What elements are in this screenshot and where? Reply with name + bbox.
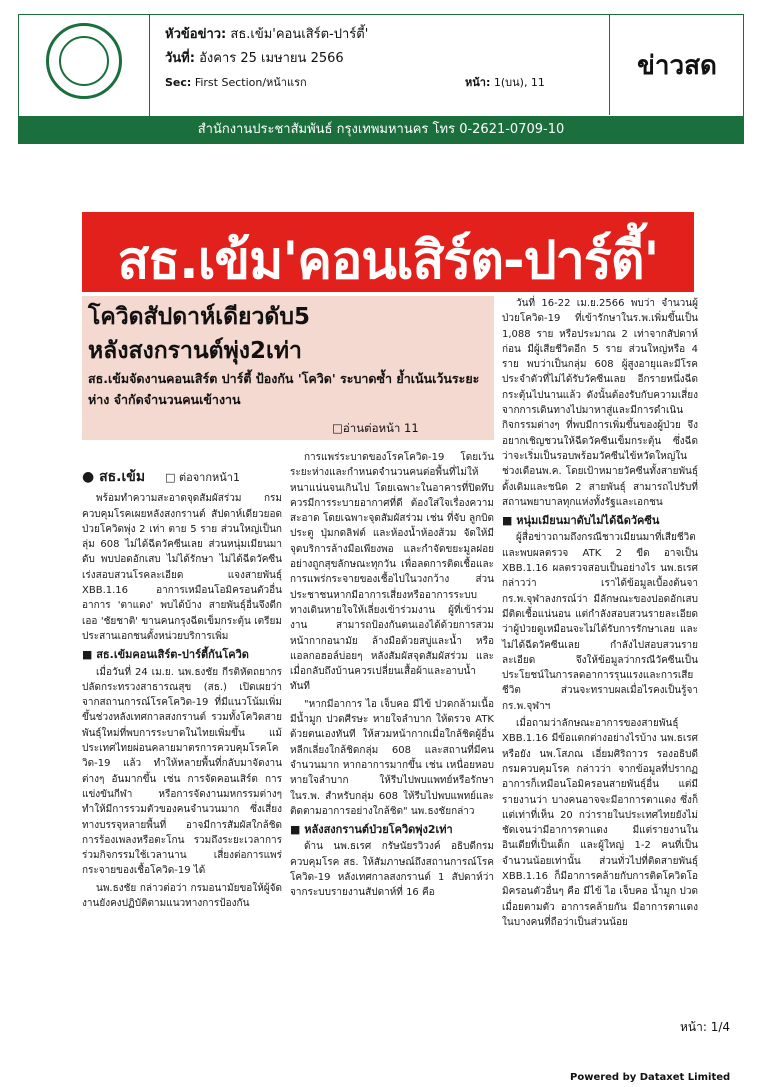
section-heading: ■ หลังสงกรานต์ป่วยโควิดพุ่ง2เท่า [290, 823, 453, 837]
office-bar: สำนักงานประชาสัมพันธ์ กรุงเทพมหานคร โทร 0-2621-0709-10 [18, 116, 744, 144]
paragraph: การแพร่ระบาดของโรคโควิด-19 โดยเว้นระยะห่างและกำหนดจำนวนคนต่อพื้นที่ไม่ให้หนาแน่นจนเกินไป โดยเฉพาะในอาคารที่ปิดทึบ ควรมีการระบายอากาศที่ดี ต้องใส่ใจเรื่องความสะอาด โดยเฉพาะจุดสัมผัสร่วม เช่น ที่จับ ลูกบิดประตู ปุ่มกดลิฟต์ และห้องน้ำห้องส้วม จัดให้มีจุดบริการล้างมือเพียงพอ และกำจัดขยะมูลฝอยอย่างถูกสุขลักษณะทุกวัน เพื่อลดการติดเชื้อและการแพร่กระจายของเชื้อไปในวงกว้าง ส่วนประชาชนหากมีอาการเสี่ยงหรืออาการระบบทางเดินหายใจให้เลี่ยงเข้าร่วมงาน ผู้ที่เข้าร่วมงาน สามารถป้องกันตนเองได้ด้วยการสวมหน้ากากอนามัย ล้างมือด้วยสบู่และน้ำ หรือแอลกอฮอล์บ่อยๆ หลังสัมผัสจุดสัมผัสร่วม และเมื่อกลับถึงบ้านควรเปลี่ยนเสื้อผ้าและอาบน้ำทันที [290, 452, 494, 693]
lead [82, 470, 282, 485]
paragraph: นพ.ธงชัย กล่าวต่อว่า กรมอนามัยขอให้ผู้จัดงานยังคงปฏิบัติตามแนวทางการป้องกัน [82, 882, 282, 910]
section-heading: ■ หนุ่มเมียนมาดับไม่ได้ฉีดวัคซีน [502, 514, 660, 528]
continued-from: □ ต่อจากหน้า1 [165, 471, 240, 484]
subhead [88, 300, 488, 368]
badge-area [609, 15, 744, 115]
section-heading: ■ สธ.เข้มคอนเสิร์ต-ปาร์ตี้กันโควิด [82, 648, 249, 662]
headline-label: หัวข้อข่าว: [165, 27, 227, 42]
headline-banner [82, 212, 694, 292]
paragraph: ผู้สื่อข่าวถามถึงกรณีชาวเมียนมาที่เสียชีวิตและพบผลตรวจ ATK 2 ขีด อาจเป็น XBB.1.16 ผลตรวจสอบเป็นอย่างไร นพ.ธเรศกล่าวว่า เราได้ข้อมูลเบื้องต้นจากร.พ.จุฬาลงกรณ์ว่า มีลักษณะของปอดอักเสบ มีติดเชื้อแน่นอน แต่กำลังสอบสวนรายละเอียดว่าผู้ป่วยดูเหมือนจะไม่ได้รับการรักษาเลย และไม่ได้ฉีดวัคซีนเลย กำลังไปสอบสวนรายละเอียด จึงให้ข้อมูลว่ากรณีวัคซีนเป็นประโยชน์ในการลดอาการรุนแรงและการเสียชีวิต ส่วนจะทราบผลเมื่อไรคงเป็นรู้จากร.พ.จุฬาฯ [502, 532, 698, 712]
paragraph: "หากมีอาการ ไอ เจ็บคอ มีไข้ ปวดกล้ามเนื้อ มีน้ำมูก ปวดศีรษะ หายใจลำบาก ให้ตรวจ ATK ด้วยตนเองทันที ให้สวมหน้ากากเมื่อใกล้ชิดผู้อื่น หลีกเลี่ยงใกล้ชิดกลุ่ม 608 และสถานที่มีคนจำนวนมาก หากอาการมากขึ้น เช่น เหนื่อยหอบ หายใจลำบาก ให้รีบไปพบแพทย์หรือรักษาในร.พ. สำหรับกลุ่ม 608 ให้รีบไปพบแพทย์และติดตามอาการอย่างใกล้ชิด" นพ.ธงชัยกล่าว [290, 698, 494, 817]
sec-value: First Section/หน้าแรก [194, 76, 307, 89]
logo-area [19, 15, 150, 117]
bma-seal-logo [46, 23, 122, 99]
headline-value: สธ.เข้ม'คอนเสิร์ต-ปาร์ตี้' [230, 27, 369, 42]
subhead-line-1: โควิดสัปดาห์เดียวดับ5 [88, 304, 310, 330]
paragraph: ด้าน นพ.ธเรศ กรัษนัยรวิวงค์ อธิบดีกรมควบคุมโรค สธ. ให้สัมภาษณ์ถึงสถานการณ์โรคโควิด-19 หลังเทศกาลสงกรานต์ 1 สัปดาห์ว่า จากระบบรายงานสัปดาห์ที่ 16 คือ [290, 841, 494, 899]
column-1 [82, 470, 282, 913]
article-headline: สธ.เข้ม'คอนเสิร์ต-ปาร์ตี้' [117, 231, 659, 291]
continued-to-text: อ่านต่อหน้า 11 [342, 421, 419, 435]
paragraph: วันที่ 16-22 เม.ย.2566 พบว่า จำนวนผู้ป่วยโควิด-19 ที่เข้ารักษาในร.พ.เพิ่มขึ้นเป็น 1,088 ราย หรือประมาณ 2 เท่าจากสัปดาห์ก่อน มีผู้เสียชีวิตอีก 5 ราย ส่วนใหญ่หรือ 4 ราย พบว่าเป็นกลุ่ม 608 ผู้สูงอายุและมีโรคประจำตัวที่ไม่ได้รับวัคซีนเลย อีกรายหนึ่งฉีดกระตุ้นไปนานแล้ว ดังนั้นต้องรับกับความเสี่ยงจากการเดินทางไปมาหาสู่และมีการดำเนินกิจกรรมต่างๆ ที่พบมีการเพิ่มขึ้นของผู้ป่วย จึงอยากเชิญชวนให้ฉีดวัคซีนเข็มกระตุ้น ซึ่งฉีดว่าจะเริ่มเป็นรอบพร้อมวัคซีนไข้หวัดใหญ่ในช่วงเดือนพ.ค. โดยเป้าหมายวัคซีนทั้งสายพันธุ์ดั้งเดิมและชนิด 2 สายพันธุ์ สามารถไปรับที่สถานพยาบาลทุกแห่งทั้งรัฐและเอกชน [502, 298, 698, 508]
continued-from-text: ต่อจากหน้า1 [178, 471, 240, 484]
paragraph: พร้อมทำความสะอาดจุดสัมผัสร่วม กรมควบคุมโรคเผยหลังสงกรานต์ สัปดาห์เดียวยอดป่วยโควิดพุ่ง 2 เท่า ตาย 5 ราย ส่วนใหญ่เป็นกลุ่ม 608 ไม่ได้ฉีดวัคซีนเลย ส่วนหนุ่มเมียนมาดับ พบปอดอักเสบ ไม่ได้รักษา ไม่ได้ฉีดวัคซีน เร่งสอบสวนโรคละเอียด แจงสายพันธุ์ XBB.1.16 อาการเหมือนโอมิครอนตัวอื่น อาการ 'ตาแดง' พบได้บ้าง สายพันธุ์อื่นจึงดีกเออ 'ชัยชาติ' ขานคนกรุงฉีดเข็มกระตุ้น เตรียมประสานเอกชนตั้งหน่วยบริการเพิ่ม [82, 493, 282, 642]
continued-to: □อ่านต่อหน้า 11 [332, 421, 419, 435]
sec-label: Sec: [165, 76, 192, 89]
page-label: หน้า: [465, 76, 491, 89]
seal-inner-ring [59, 36, 109, 86]
page-value: 1(บน), 11 [493, 76, 545, 89]
paragraph: เมื่อถามว่าลักษณะอาการของสายพันธุ์ XBB.1.16 มีข้อแตกต่างอย่างไรบ้าง นพ.ธเรศ หรือยัง นพ.โสภณ เอี่ยมศิริถาวร รองอธิบดีกรมควบคุมโรค กล่าวว่า จากข้อมูลที่ปรากฏอาการก็เหมือนโอมิครอนสายพันธุ์อื่น แต่มีรายงานว่า บางคนอาจจะมีอาการตาแดง ซึ่งก็ แต่เท่าที่เห็น 20 กว่ารายในประเทศไทยยังไม่ชัดเจนว่ามีอาการตาแดง มีแต่รายงานในอินเดียที่เป็นเด็ก และผู้ใหญ่ 1-2 คนที่เป็นจำนวนน้อยเท่านั้น ส่วนทั่วไปที่ติดสายพันธุ์ XBB.1.16 ก็มีอาการคล้ายกับการติดโควิดโอมิครอนตัวอื่นๆ คือ มีไข้ ไอ เจ็บคอ น้ำมูก ปวดเมื่อยตามตัว อาการคล้ายกัน มีอาการตาแดงในบางคนที่ถือว่าเป็นส่วนน้อย [502, 718, 698, 928]
paragraph: เมื่อวันที่ 24 เม.ย. นพ.ธงชัย กีรติหัตถยากร ปลัดกระทรวงสาธารณสุข (สธ.) เปิดเผยว่า จากสถานการณ์โรคโควิด-19 ที่มีแนวโน้มเพิ่มขึ้นช่วงหลังเทศกาลสงกรานต์ รวมทั้งโควิดสายพันธุ์ใหม่ที่พบการระบาดในไทยเพิ่มขึ้น แม้ประเทศไทยผ่อนคลายมาตรการควบคุมโรคโควิด-19 แล้ว ทำให้หลายพื้นที่กลับมาจัดงานต่างๆ อันมากขึ้น เช่น การจัดคอนเสิร์ต การแข่งขันกีฬา หรือการจัดงานมหกรรมต่างๆ ทำให้มีการรวมตัวของคนจำนวนมาก ซึ่งเสี่ยงทางบรรจุหลายพื้นที่ อาจมีการสัมผัสใกล้ชิด การร้องเพลงหรือตะโกน รวมถึงระยะเวลาการร่วมกิจกรรมใช้เวลานาน เสี่ยงต่อการแพร่กระจายของเชื้อโควิด-19 ได้ [82, 666, 282, 877]
newspaper-badge: ข่าวสด [637, 51, 717, 81]
page-number: หน้า: 1/4 [680, 1020, 731, 1034]
column-2 [290, 450, 494, 903]
subhead-line-2: หลังสงกรานต์พุ่ง2เท่า [88, 338, 302, 364]
date-label: วันที่: [165, 51, 195, 66]
deck: สธ.เข้มจัดงานคอนเสิร์ต ปาร์ตี้ ป้องกัน 'โควิด' ระบาดซ้ำ ย้ำเน้นเว้นระยะห่าง จำกัดจำนวนคนเข้างาน [88, 371, 480, 407]
powered-by: Powered by Dataxet Limited [570, 1072, 731, 1083]
column-3 [502, 296, 698, 932]
meta-info [165, 23, 605, 95]
date-value: อังคาร 25 เมษายน 2566 [199, 51, 344, 66]
lead-name: ● สธ.เข้ม [82, 469, 146, 485]
clipping-header [18, 14, 744, 118]
subhead-block [82, 296, 494, 440]
